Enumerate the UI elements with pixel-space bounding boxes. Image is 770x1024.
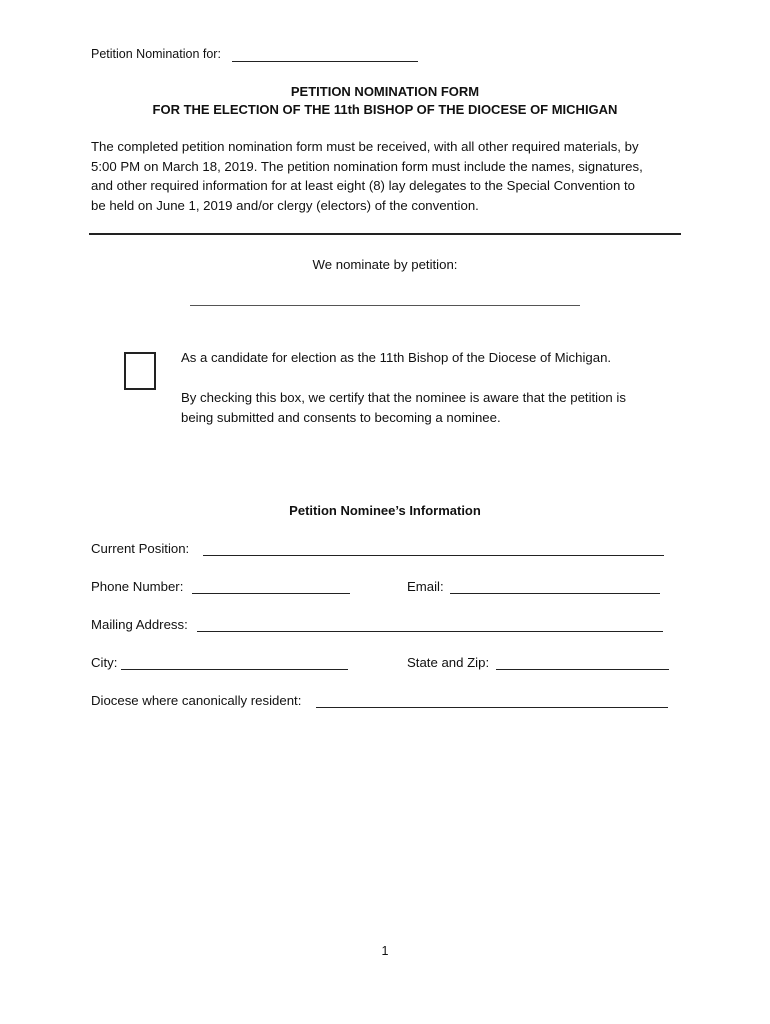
nomination-for-field[interactable] <box>232 47 418 62</box>
form-subtitle: FOR THE ELECTION OF THE 11th BISHOP OF THE DIOCESE OF MICHIGAN <box>152 102 618 117</box>
phone-field[interactable] <box>192 579 350 594</box>
page-number: 1 <box>381 944 389 958</box>
nominee-name-field[interactable] <box>190 305 580 306</box>
mailing-address-field[interactable] <box>197 617 663 632</box>
certify-line: By checking this box, we certify that the nominee is aware that the petition is <box>181 390 626 405</box>
nomination-for-label: Petition Nomination for: <box>91 47 221 61</box>
candidate-statement: As a candidate for election as the 11th Bishop of the Diocese of Michigan. <box>181 350 612 365</box>
nominee-info-heading: Petition Nominee’s Information <box>289 503 481 518</box>
form-title: PETITION NOMINATION FORM <box>290 84 480 99</box>
diocese-field[interactable] <box>316 693 668 708</box>
current-position-field[interactable] <box>203 541 664 556</box>
intro-line: be held on June 1, 2019 and/or clergy (electors) of the convention. <box>91 197 479 213</box>
city-label: City: <box>91 655 118 670</box>
state-zip-label: State and Zip: <box>407 655 490 670</box>
city-field[interactable] <box>121 655 348 670</box>
consent-checkbox[interactable] <box>124 352 156 390</box>
intro-line: 5:00 PM on March 18, 2019. The petition nomination form must include the names, signatures, <box>91 158 643 174</box>
certify-line: being submitted and consents to becoming a nominee. <box>181 409 501 425</box>
nominate-label: We nominate by petition: <box>312 257 458 272</box>
state-zip-field[interactable] <box>496 655 669 670</box>
email-label: Email: <box>407 579 444 594</box>
section-divider <box>89 233 681 235</box>
diocese-label: Diocese where canonically resident: <box>91 693 302 708</box>
intro-line: and other required information for at least eight (8) lay delegates to the Special Convention to <box>91 178 635 193</box>
intro-paragraph <box>91 137 691 215</box>
certify-text <box>181 388 681 427</box>
intro-line: The completed petition nomination form must be received, with all other required materials, by <box>91 139 639 154</box>
phone-label: Phone Number: <box>91 579 184 594</box>
mailing-address-label: Mailing Address: <box>91 617 188 632</box>
email-field[interactable] <box>450 579 660 594</box>
current-position-label: Current Position: <box>91 541 190 556</box>
